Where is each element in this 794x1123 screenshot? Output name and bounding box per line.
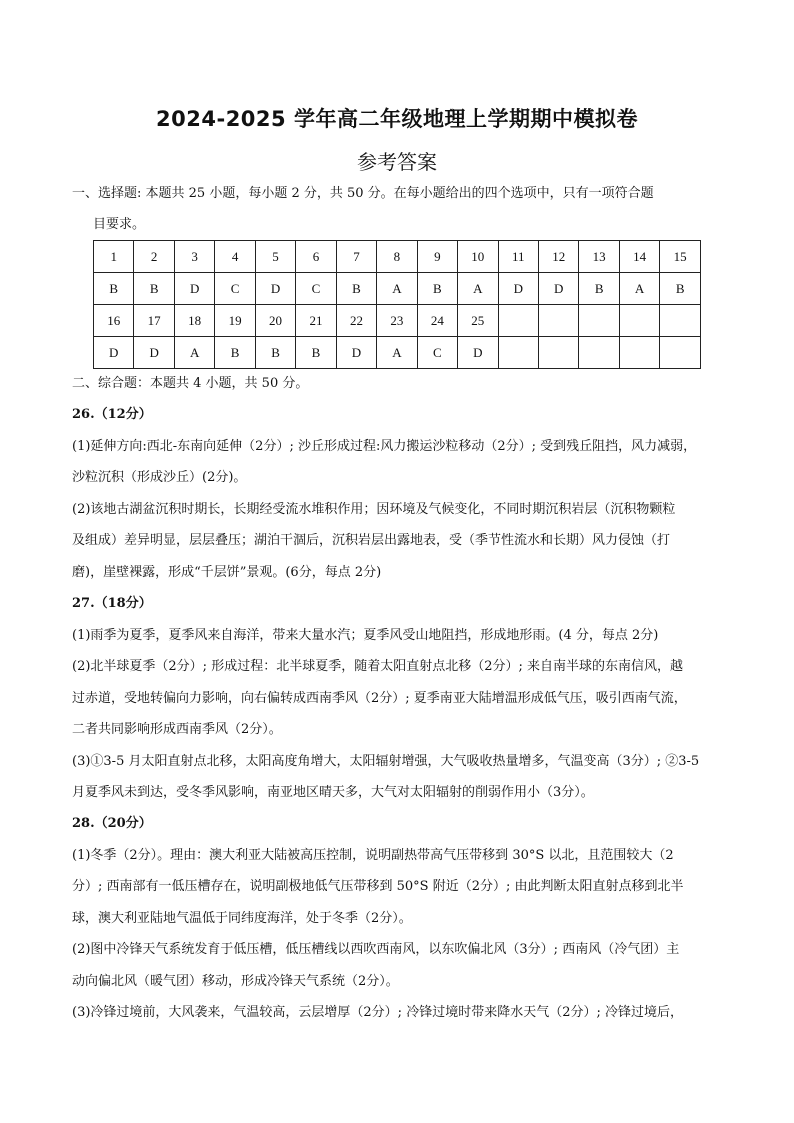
question-number-cell: 13 — [579, 241, 619, 273]
answer-cell: D — [458, 337, 498, 369]
answer-cell: D — [134, 337, 174, 369]
q28-line: (2)图中冷锋天气系统发育于低压槽，低压槽线以西吹西南风，以东吹偏北风（3分）; 西南风（冷气团）主 — [72, 942, 680, 957]
question-number-cell: 8 — [377, 241, 417, 273]
answer-cell — [619, 337, 659, 369]
answer-cell: C — [296, 273, 336, 305]
answer-cell: A — [377, 273, 417, 305]
answer-cell: D — [94, 337, 134, 369]
answer-cell: A — [174, 337, 214, 369]
answer-cell: C — [417, 337, 457, 369]
answer-cell: D — [255, 273, 295, 305]
answer-cell — [579, 337, 619, 369]
answer-cell: B — [579, 273, 619, 305]
page-subtitle: 参考答案 — [357, 150, 437, 174]
question-number-cell — [579, 305, 619, 337]
answer-table-row-numbers-1 — [94, 241, 701, 273]
q26-line: (2)该地古湖盆沉积时期长，长期经受流水堆积作用；因环境及气候变化，不同时期沉积岩层（沉积物颗粒 — [72, 502, 676, 517]
q26-line: 沙粒沉积（形成沙丘）(2分)。 — [72, 470, 247, 485]
q28-line: 球，澳大利亚陆地气温低于同纬度海洋，处于冬季（2分）。 — [72, 911, 412, 926]
answer-cell: B — [296, 337, 336, 369]
answer-cell — [498, 337, 538, 369]
question-number-cell: 25 — [458, 305, 498, 337]
answer-table — [93, 240, 701, 369]
q27-line: 二者共同影响形成西南季风（2分）。 — [72, 722, 282, 737]
question-number-cell: 6 — [296, 241, 336, 273]
question-number-cell: 18 — [174, 305, 214, 337]
q27-heading: 27.（18分） — [72, 596, 152, 611]
question-number-cell: 21 — [296, 305, 336, 337]
answer-cell — [538, 337, 578, 369]
answer-cell: B — [660, 273, 701, 305]
question-number-cell: 24 — [417, 305, 457, 337]
q26-heading: 26.（12分） — [72, 407, 152, 422]
section2-heading: 二、综合题：本题共 4 小题，共 50 分。 — [72, 376, 309, 391]
answer-cell: B — [417, 273, 457, 305]
answer-cell: C — [215, 273, 255, 305]
section1-instruction-line1: 一、选择题: 本题共 25 小题，每小题 2 分，共 50 分。在每小题给出的四个选项中，只有一项符合题 — [72, 186, 654, 201]
question-number-cell: 10 — [458, 241, 498, 273]
q27-line: 过赤道，受地转偏向力影响，向右偏转成西南季风（2分）; 夏季南亚大陆增温形成低气压，吸引西南气流， — [72, 691, 687, 706]
answer-cell: B — [94, 273, 134, 305]
answer-cell: D — [174, 273, 214, 305]
q27-line: (2)北半球夏季（2分）; 形成过程：北半球夏季，随着太阳直射点北移（2分）; 来自南半球的东南信风，越 — [72, 659, 683, 674]
question-number-cell: 22 — [336, 305, 376, 337]
q26-line: 及组成）差异明显，层层叠压；湖泊干涸后，沉积岩层出露地表，受（季节性流水和长期）风力侵蚀（打 — [72, 533, 671, 548]
question-number-cell: 4 — [215, 241, 255, 273]
q28-line: 动向偏北风（暖气团）移动，形成冷锋天气系统（2分）。 — [72, 974, 399, 989]
q27-line: (3)①3-5 月太阳直射点北移，太阳高度角增大，太阳辐射增强，大气吸收热量增多，气温变高（3分）; ②3-5 — [72, 754, 700, 769]
question-number-cell: 19 — [215, 305, 255, 337]
question-number-cell — [498, 305, 538, 337]
question-number-cell: 3 — [174, 241, 214, 273]
question-number-cell: 20 — [255, 305, 295, 337]
answer-table-row-answers-2 — [94, 337, 701, 369]
question-number-cell: 16 — [94, 305, 134, 337]
answer-cell: D — [336, 337, 376, 369]
answer-cell: D — [538, 273, 578, 305]
question-number-cell: 14 — [619, 241, 659, 273]
question-number-cell: 23 — [377, 305, 417, 337]
q28-line: 分）; 西南部有一低压槽存在，说明副极地低气压带移到 50°S 附近（2分）; 由此判断太阳直射点移到北半 — [72, 879, 684, 894]
section1-instruction-line2: 目要求。 — [93, 217, 146, 232]
q28-line: (3)冷锋过境前，大风袭来，气温较高，云层增厚（2分）; 冷锋过境时带来降水天气（2分）; 冷锋过境后， — [72, 1005, 683, 1020]
page-title: 2024-2025 学年高二年级地理上学期期中模拟卷 — [156, 107, 638, 131]
answer-cell: B — [134, 273, 174, 305]
question-number-cell — [538, 305, 578, 337]
question-number-cell: 17 — [134, 305, 174, 337]
q26-line: (1)延伸方向:西北-东南向延伸（2分）; 沙丘形成过程:风力搬运沙粒移动（2分）; 受到残丘阻挡，风力减弱， — [72, 439, 697, 454]
question-number-cell: 11 — [498, 241, 538, 273]
answer-cell: B — [215, 337, 255, 369]
answer-table-row-answers-1 — [94, 273, 701, 305]
question-number-cell — [660, 305, 701, 337]
q28-heading: 28.（20分） — [72, 816, 152, 831]
q28-line: (1)冬季（2分）。理由：澳大利亚大陆被高压控制，说明副热带高气压带移到 30°S 以北，且范围较大（2 — [72, 848, 674, 863]
question-number-cell: 9 — [417, 241, 457, 273]
question-number-cell: 2 — [134, 241, 174, 273]
answer-table-row-numbers-2 — [94, 305, 701, 337]
q27-line: (1)雨季为夏季，夏季风来自海洋，带来大量水汽；夏季风受山地阻挡，形成地形雨。(4 分，每点 2分) — [72, 628, 659, 643]
question-number-cell: 7 — [336, 241, 376, 273]
question-number-cell — [619, 305, 659, 337]
answer-cell: A — [458, 273, 498, 305]
answer-cell: B — [336, 273, 376, 305]
answer-cell: A — [619, 273, 659, 305]
answer-cell: D — [498, 273, 538, 305]
question-number-cell: 12 — [538, 241, 578, 273]
answer-cell — [660, 337, 701, 369]
question-number-cell: 1 — [94, 241, 134, 273]
question-number-cell: 5 — [255, 241, 295, 273]
q27-line: 月夏季风未到达，受冬季风影响，南亚地区晴天多，大气对太阳辐射的削弱作用小（3分）。 — [72, 785, 594, 800]
q26-line: 磨)，崖壁裸露，形成“千层饼”景观。(6分，每点 2分) — [72, 565, 382, 580]
answer-cell: A — [377, 337, 417, 369]
question-number-cell: 15 — [660, 241, 701, 273]
answer-cell: B — [255, 337, 295, 369]
